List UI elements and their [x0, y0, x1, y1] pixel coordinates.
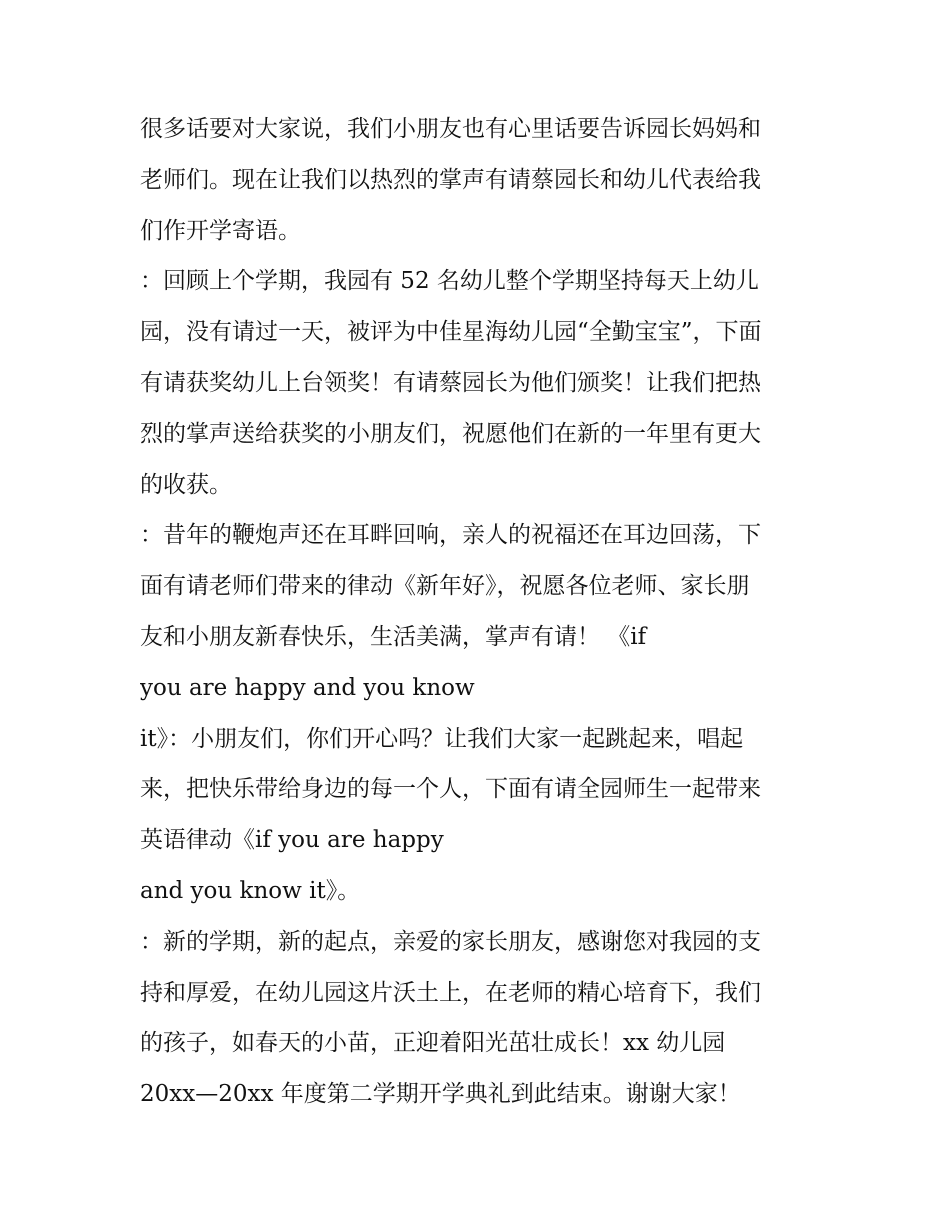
text-line: 20xx—20xx 年度第二学期开学典礼到此结束。谢谢大家！ — [140, 1081, 741, 1108]
text-line: 们作开学寄语。 — [140, 217, 301, 244]
text-line: 的孩子，如春天的小苗，正迎着阳光茁壮成长！xx 幼儿园 — [140, 1030, 726, 1057]
text-line: 持和厚爱，在幼儿园这片沃土上，在老师的精心培育下，我们 — [140, 979, 761, 1006]
text-line: ：新的学期，新的起点，亲爱的家长朋友，感谢您对我园的支 — [140, 928, 761, 955]
text-line: 有请获奖幼儿上台领奖！有请蔡园长为他们颁奖！让我们把热 — [140, 369, 761, 396]
text-line: ：昔年的鞭炮声还在耳畔回响，亲人的祝福还在耳边回荡，下 — [140, 522, 761, 549]
text-line: you are happy and you know — [140, 674, 475, 701]
text-line: 英语律动《if you are happy — [140, 827, 444, 854]
document-body — [140, 104, 820, 1120]
text-line: 老师们。现在让我们以热烈的掌声有请蔡园长和幼儿代表给我 — [140, 166, 761, 193]
text-line: 面有请老师们带来的律动《新年好》，祝愿各位老师、家长朋 — [140, 573, 750, 600]
text-line: 园，没有请过一天，被评为中佳星海幼儿园“全勤宝宝”，下面 — [140, 319, 762, 346]
text-line: 很多话要对大家说，我们小朋友也有心里话要告诉园长妈妈和 — [140, 116, 761, 142]
text-line: 友和小朋友新春快乐，生活美满，掌声有请！ 《if — [140, 623, 647, 650]
text-line: and you know it》。 — [140, 877, 361, 904]
text-line: 来，把快乐带给身边的每一个人，下面有请全园师生一起带来 — [140, 776, 761, 803]
text-line: ：回顾上个学期，我园有 52 名幼儿整个学期坚持每天上幼儿 — [140, 268, 759, 295]
text-line: it》：小朋友们，你们开心吗？让我们大家一起跳起来，唱起 — [140, 725, 744, 752]
text-line: 的收获。 — [140, 471, 232, 498]
text-line: 烈的掌声送给获奖的小朋友们，祝愿他们在新的一年里有更大 — [140, 420, 761, 447]
